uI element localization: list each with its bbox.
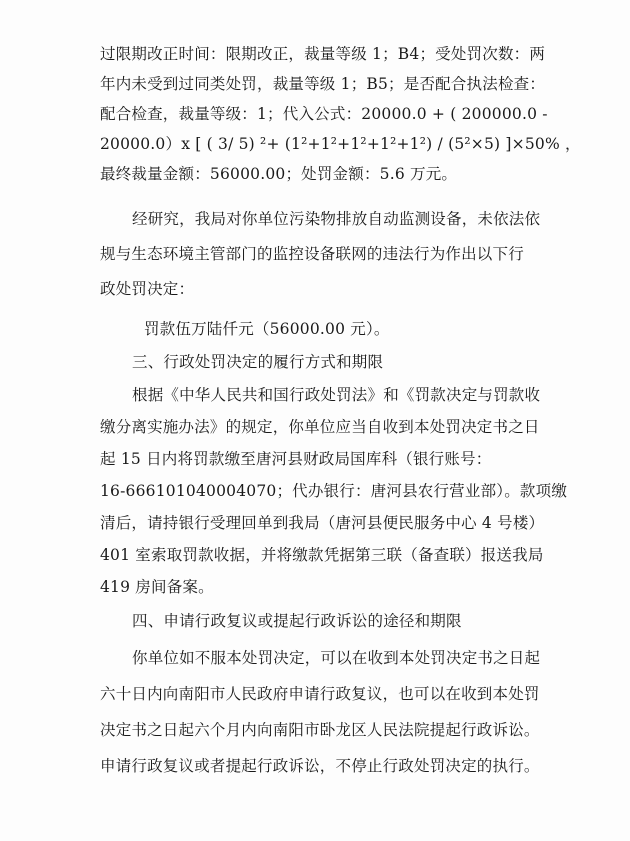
section-heading: 三、行政处罚决定的履行方式和期限: [132, 353, 384, 371]
paragraph-line: 缴分离实施办法》的规定，你单位应当自收到本处罚决定书之日: [100, 418, 540, 436]
paragraph-line: 政处罚决定：: [100, 280, 195, 298]
paragraph-line: 16-666101040004070；代办银行：唐河县农行营业部）。款项缴: [100, 482, 568, 500]
paragraph-line: 你单位如不服本处罚决定，可以在收到本处罚决定书之日起: [132, 649, 541, 667]
paragraph-line: 清后，请持银行受理回单到我局（唐河县便民服务中心 4 号楼）: [100, 514, 545, 532]
formula-line: 20000.0）x [ ( 3/ 5) ²+ (1²+1²+1²+1²+1²) / (5²×5) ]×50% ，: [100, 135, 581, 153]
paragraph-line: 起 15 日内将罚款缴至唐河县财政局国库科（银行账号：: [100, 450, 492, 468]
paragraph-line: 规与生态环境主管部门的监控设备联网的违法行为作出以下行: [100, 245, 524, 263]
paragraph-line: 六十日内向南阳市人民政府申请行政复议，也可以在收到本处罚: [100, 685, 540, 703]
paragraph-line: 经研究，我局对你单位污染物排放自动监测设备，未依法依: [132, 210, 541, 228]
penalty-amount: 罚款伍万陆仟元（56000.00 元）。: [144, 320, 390, 338]
paragraph-line: 最终裁量金额：56000.00；处罚金额：5.6 万元。: [100, 165, 458, 183]
section-heading: 四、申请行政复议或提起行政诉讼的途径和期限: [132, 612, 462, 630]
paragraph-line: 配合检查，裁量等级：1；代入公式：20000.0 + ( 200000.0 -: [100, 105, 548, 123]
paragraph-line: 根据《中华人民共和国行政处罚法》和《罚款决定与罚款收: [132, 386, 541, 404]
paragraph-line: 决定书之日起六个月内向南阳市卧龙区人民法院提起行政诉讼。: [100, 721, 540, 739]
paragraph-line: 401 室索取罚款收据，并将缴款凭据第三联（备查联）报送我局: [100, 546, 544, 564]
paragraph-line: 年内未受到过同类处罚，裁量等级 1；B5；是否配合执法检查：: [100, 75, 546, 93]
paragraph-line: 过限期改正时间：限期改正，裁量等级 1；B4；受处罚次数：两: [100, 45, 546, 63]
paragraph-line: 申请行政复议或者提起行政诉讼，不停止行政处罚决定的执行。: [100, 757, 540, 775]
paragraph-line: 419 房间备案。: [100, 578, 214, 596]
